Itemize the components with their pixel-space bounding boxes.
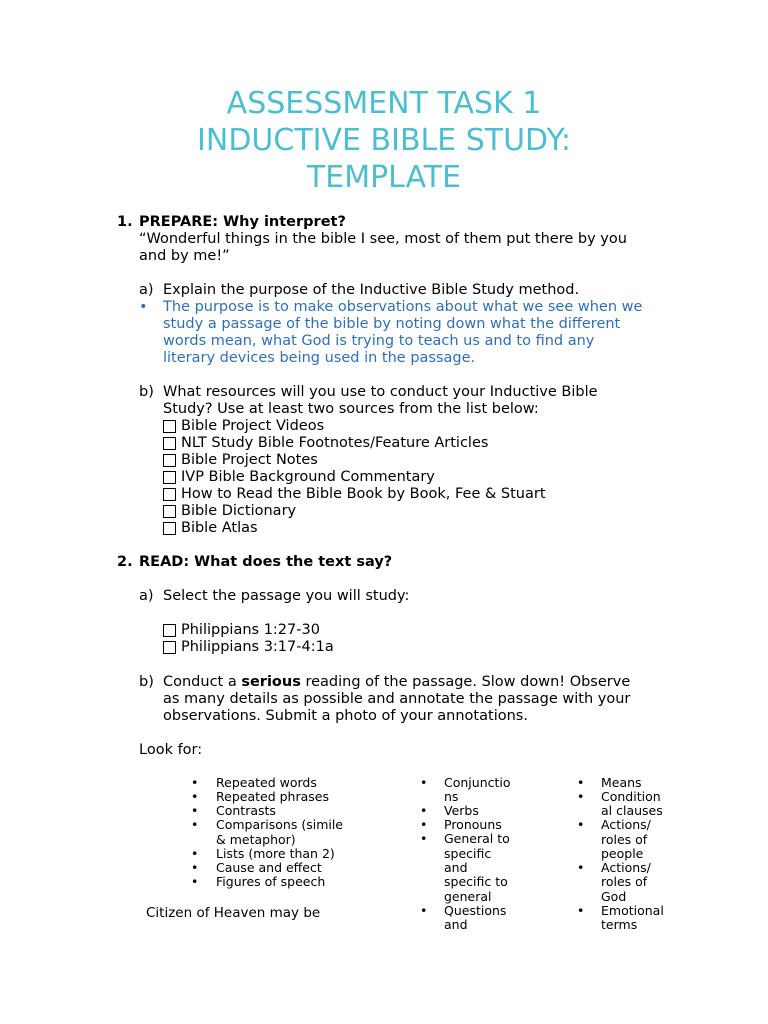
passage-label: Philippians 1:27-30 [181, 622, 320, 638]
answer-line-1: The purpose is to make observations about what we see when we [163, 299, 643, 315]
bullet: • [420, 775, 428, 790]
checkbox[interactable] [163, 471, 176, 484]
bullet: • [420, 803, 428, 818]
list-item: Actions/ [601, 817, 651, 832]
resource-option[interactable] [163, 486, 546, 503]
list-item: Verbs [444, 803, 479, 818]
list-item: Figures of speech [216, 874, 326, 889]
list-item-cont: general [444, 889, 492, 904]
section-1-heading: PREPARE: Why interpret? [139, 214, 346, 230]
bullet: • [191, 775, 199, 790]
list-item: Conjunctio [444, 775, 511, 790]
resource-label: How to Read the Bible Book by Book, Fee & Stuart [181, 486, 546, 502]
list-item-cont: specific [444, 846, 492, 861]
list-item: Comparisons (simile [216, 817, 344, 832]
checkbox[interactable] [163, 624, 176, 637]
question-2b-line-3: observations. Submit a photo of your annotations. [163, 708, 528, 724]
list-item-cont: and [444, 860, 468, 875]
list-item: General to [444, 831, 510, 846]
resource-label: Bible Atlas [181, 520, 258, 536]
resource-option[interactable] [163, 503, 296, 520]
question-2b-line-1: Conduct a serious reading of the passage. Slow down! Observe [163, 674, 631, 690]
bullet: • [420, 903, 428, 918]
bullet: • [191, 789, 199, 804]
list-item-cont: ns [444, 789, 459, 804]
list-item: Means [601, 775, 642, 790]
resource-option[interactable] [163, 469, 435, 486]
resource-label: Bible Project Notes [181, 452, 318, 468]
list-item: Repeated phrases [216, 789, 329, 804]
bullet: • [191, 846, 199, 861]
resource-option[interactable] [163, 435, 488, 452]
resource-label: Bible Dictionary [181, 503, 297, 519]
list-item-cont: roles of [601, 874, 648, 889]
list-item: Actions/ [601, 860, 651, 875]
list-item: Condition [601, 789, 661, 804]
bullet: • [577, 860, 585, 875]
checkbox[interactable] [163, 641, 176, 654]
passage-option[interactable] [163, 639, 334, 656]
look-for-label: Look for: [139, 742, 203, 758]
question-2a-marker: a) [139, 588, 154, 604]
checkbox[interactable] [163, 437, 176, 450]
resource-label: IVP Bible Background Commentary [181, 469, 435, 485]
question-2b-line-2: as many details as possible and annotate the passage with your [163, 691, 631, 707]
question-2a-text: Select the passage you will study: [163, 588, 410, 604]
bullet: • [191, 803, 199, 818]
list-item: Pronouns [444, 817, 502, 832]
list-item-cont: and [444, 917, 468, 932]
question-2b-marker: b) [139, 674, 154, 690]
answer-bullet: • [139, 299, 148, 315]
list-item-cont: roles of [601, 832, 648, 847]
section-2-number: 2. [117, 554, 133, 570]
question-1b-line-2: Study? Use at least two sources from the list below: [163, 401, 539, 417]
list-item-cont: God [601, 889, 627, 904]
question-1b-line-1: What resources will you use to conduct your Inductive Bible [163, 384, 598, 400]
resource-option[interactable] [163, 520, 258, 537]
title-line-2: INDUCTIVE BIBLE STUDY: [197, 123, 571, 158]
checkbox[interactable] [163, 420, 176, 433]
answer-line-4: literary devices being used in the passage. [163, 350, 476, 366]
checkbox[interactable] [163, 505, 176, 518]
citizen-note: Citizen of Heaven may be [146, 905, 321, 921]
resource-label: NLT Study Bible Footnotes/Feature Articles [181, 435, 489, 451]
question-1b-marker: b) [139, 384, 154, 400]
title-line-1: ASSESSMENT TASK 1 [226, 86, 542, 121]
bullet: • [577, 817, 585, 832]
resource-option[interactable] [163, 452, 318, 469]
quote-line-1: “Wonderful things in the bible I see, most of them put there by you [139, 231, 627, 247]
list-item: Cause and effect [216, 860, 322, 875]
list-item: Questions [444, 903, 507, 918]
list-item-cont: & metaphor) [216, 832, 296, 847]
list-item-cont: specific to [444, 874, 508, 889]
passage-option[interactable] [163, 622, 320, 639]
answer-line-2: study a passage of the bible by noting down what the different [163, 316, 621, 332]
list-item: Lists (more than 2) [216, 846, 335, 861]
checkbox[interactable] [163, 522, 176, 535]
quote-line-2: and by me!” [139, 248, 230, 264]
passage-label: Philippians 3:17-4:1a [181, 639, 334, 655]
section-2-heading: READ: What does the text say? [139, 554, 393, 570]
list-item: Contrasts [216, 803, 276, 818]
bullet: • [191, 860, 199, 875]
answer-line-3: words mean, what God is trying to teach us and to find any [163, 333, 595, 349]
list-item-cont: al clauses [601, 803, 663, 818]
bullet: • [191, 874, 199, 889]
section-1-number: 1. [117, 214, 133, 230]
list-item: Repeated words [216, 775, 317, 790]
bullet: • [420, 817, 428, 832]
list-item-cont: terms [601, 917, 638, 932]
checkbox[interactable] [163, 454, 176, 467]
resource-label: Bible Project Videos [181, 418, 325, 434]
list-item: Emotional [601, 903, 664, 918]
bullet: • [577, 789, 585, 804]
list-item-cont: people [601, 846, 644, 861]
bullet: • [191, 817, 199, 832]
question-1a-text: Explain the purpose of the Inductive Bible Study method. [163, 282, 580, 298]
bullet: • [420, 831, 428, 846]
bullet: • [577, 775, 585, 790]
title-line-3: TEMPLATE [306, 160, 462, 195]
question-1a-marker: a) [139, 282, 154, 298]
checkbox[interactable] [163, 488, 176, 501]
bullet: • [577, 903, 585, 918]
resource-option[interactable] [163, 418, 324, 435]
